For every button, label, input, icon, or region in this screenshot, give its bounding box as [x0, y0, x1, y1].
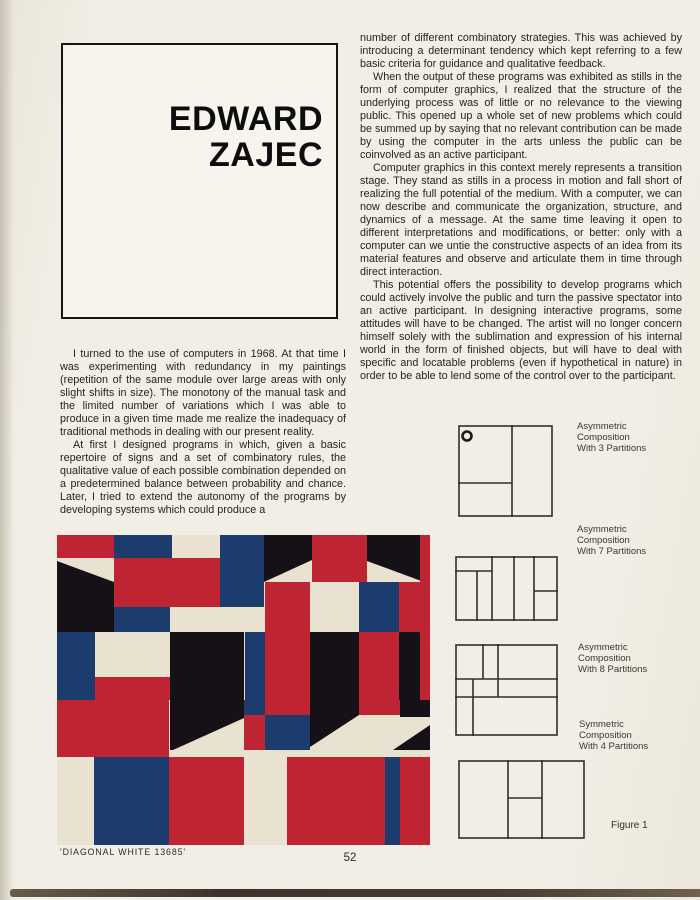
- diagram-label-line: Asymmetric: [577, 524, 627, 535]
- diagram-label-line: Composition: [577, 535, 630, 547]
- partition-diagram-2: [455, 556, 558, 621]
- diagram-outline: [459, 426, 552, 516]
- circle-marker: [463, 432, 472, 441]
- partition-diagram-3: [455, 644, 558, 736]
- diagram-label-3: [578, 642, 688, 676]
- diagram-label-line: With 4 Partitions: [579, 741, 649, 753]
- body-paragraph: At first I designed programs in which, given a basic repertoire of signs and a set of combinatory rules, the qualitative value of each possible combination depended on a predetermined balance between probability and chance. Later, I tried to extend the autonomy of the programs by developing systems which could produce a: [60, 439, 346, 516]
- diagram-label-line: Symmetric: [579, 719, 624, 730]
- diagram-label-1: [577, 421, 687, 455]
- figure-caption: Figure 1: [611, 820, 648, 831]
- author-name-line2: ZAJEC: [209, 136, 323, 175]
- body-paragraph: I turned to the use of computers in 1968. At that time I was experimenting with redundancy in my paintings (repetition of the same module over large areas with only slight shifts in size). The monotony of the manual task and the limited number of variations which I was able to produce in a given time made me realize the inadequacy of traditional methods in dealing with our present reality.: [60, 348, 346, 438]
- diagram-label-4: [579, 719, 689, 753]
- diagram-label-line: Asymmetric: [578, 642, 628, 653]
- page-number: 52: [343, 852, 357, 864]
- diagram-outline: [459, 761, 584, 838]
- diagram-label-line: Asymmetric: [577, 421, 627, 432]
- diagram-outline: [456, 557, 557, 620]
- body-paragraph: This potential offers the possibility to develop programs which could actively involve the public and turn the passive spectator into an active participant. In designing interactive programs, some attitudes will have to be changed. The artist will no longer concern himself solely with the sublimation and expression of his internal world in the form of finished objects, but will have to deal with specific and locatable problems (even if hypothetical in nature) in order to be able to lend some of the control over to the participant.: [360, 279, 682, 382]
- diagram-label-line: Composition: [578, 653, 631, 665]
- body-paragraph: Computer graphics in this context merely represents a transition stage. They stand as stills in a process in motion and fall short of realizing the full potential of the medium. With a computer, we can now describe and communicate the organization, structure, and dynamics of a message. At the same time leaving it open to different interpretations and modifications, or better: only with a computer can we untie the constructive aspects of an idea from its material features and observe and articulate them in time through direct interaction.: [360, 162, 682, 278]
- scan-bottom-edge: [10, 889, 700, 897]
- diagram-label-line: With 7 Partitions: [577, 546, 647, 558]
- diagram-label-line: Composition: [579, 730, 632, 742]
- partition-diagram-1: [458, 425, 553, 517]
- body-paragraph: When the output of these programs was exhibited as stills in the form of computer graphics, I realized that the structure of the underlying process was of little or no relevance to the viewing public. This opened up a whole set of new problems which could be summed up by saying that no relevant contribution can be made by using the computer in the arts unless the public can be coinvolved as an active participant.: [360, 71, 682, 161]
- diagram-outline: [456, 645, 557, 735]
- diagram-label-line: Composition: [577, 432, 630, 444]
- author-name-line1: EDWARD: [168, 100, 323, 138]
- diagram-label-2: [577, 524, 687, 558]
- partition-diagram-4: [458, 760, 585, 839]
- body-paragraph: number of different combinatory strategies. This was achieved by introducing a determinant tendency which kept referring to a few basic criteria for guidance and qualitative feedback.: [360, 32, 682, 70]
- diagram-label-line: With 8 Partitions: [578, 664, 648, 676]
- artwork-caption: 'DIAGONAL WHITE 13685': [60, 847, 186, 857]
- diagram-label-line: With 3 Partitions: [577, 443, 647, 455]
